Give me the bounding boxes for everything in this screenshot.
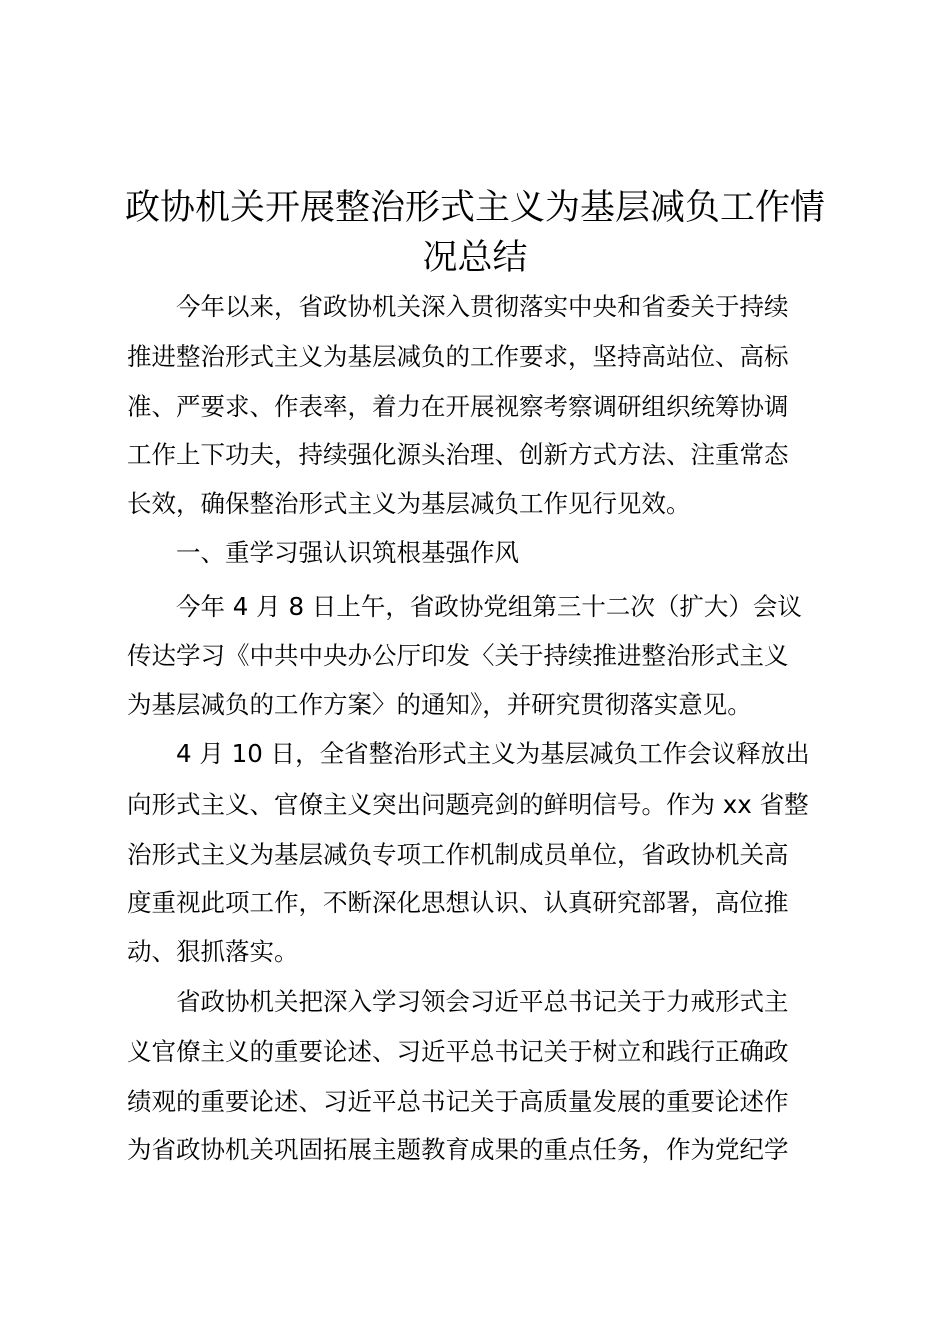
paragraph-5-line-4: 为省政协机关巩固拓展主题教育成果的重点任务，作为党纪学 xyxy=(127,1135,789,1164)
paragraph-5-line-2: 义官僚主义的重要论述、习近平总书记关于树立和践行正确政 xyxy=(127,1037,789,1066)
paragraph-3-line-3: 为基层减负的工作方案〉的通知》，并研究贯彻落实意见。 xyxy=(127,690,752,719)
paragraph-1-line-4: 工作上下功夫，持续强化源头治理、创新方式方法、注重常态 xyxy=(127,440,789,469)
paragraph-4-line-3: 治形式主义为基层减负专项工作机制成员单位，省政协机关高 xyxy=(127,840,789,869)
paragraph-4-line-4: 度重视此项工作，不断深化思想认识、认真研究部署，高位推 xyxy=(127,888,789,917)
paragraph-3-line-2: 传达学习《中共中央办公厅印发〈关于持续推进整治形式主义 xyxy=(127,641,789,670)
document-title-line-2: 况总结 xyxy=(422,238,528,278)
paragraph-5-line-1: 省政协机关把深入学习领会习近平总书记关于力戒形式主 xyxy=(176,987,789,1016)
section-heading-1: 一、重学习强认识筑根基强作风 xyxy=(176,538,519,567)
paragraph-1-line-2: 推进整治形式主义为基层减负的工作要求，坚持高站位、高标 xyxy=(127,342,789,371)
paragraph-4-line-2: 向形式主义、官僚主义突出问题亮剑的鲜明信号。作为 xx 省整 xyxy=(127,790,809,819)
paragraph-1-line-1: 今年以来，省政协机关深入贯彻落实中央和省委关于持续 xyxy=(176,292,789,321)
document-title-line-1: 政协机关开展整治形式主义为基层减负工作情 xyxy=(124,188,825,228)
paragraph-1-line-3: 准、严要求、作表率，着力在开展视察考察调研组织统筹协调 xyxy=(127,392,789,421)
paragraph-4-line-5: 动、狠抓落实。 xyxy=(127,937,299,966)
paragraph-1-line-5: 长效，确保整治形式主义为基层减负工作见行见效。 xyxy=(127,489,691,518)
paragraph-3-line-1: 今年 4 月 8 日上午，省政协党组第三十二次（扩大）会议 xyxy=(176,592,802,621)
paragraph-4-line-1: 4 月 10 日，全省整治形式主义为基层减负工作会议释放出 xyxy=(176,739,810,768)
paragraph-5-line-3: 绩观的重要论述、习近平总书记关于高质量发展的重要论述作 xyxy=(127,1087,789,1116)
